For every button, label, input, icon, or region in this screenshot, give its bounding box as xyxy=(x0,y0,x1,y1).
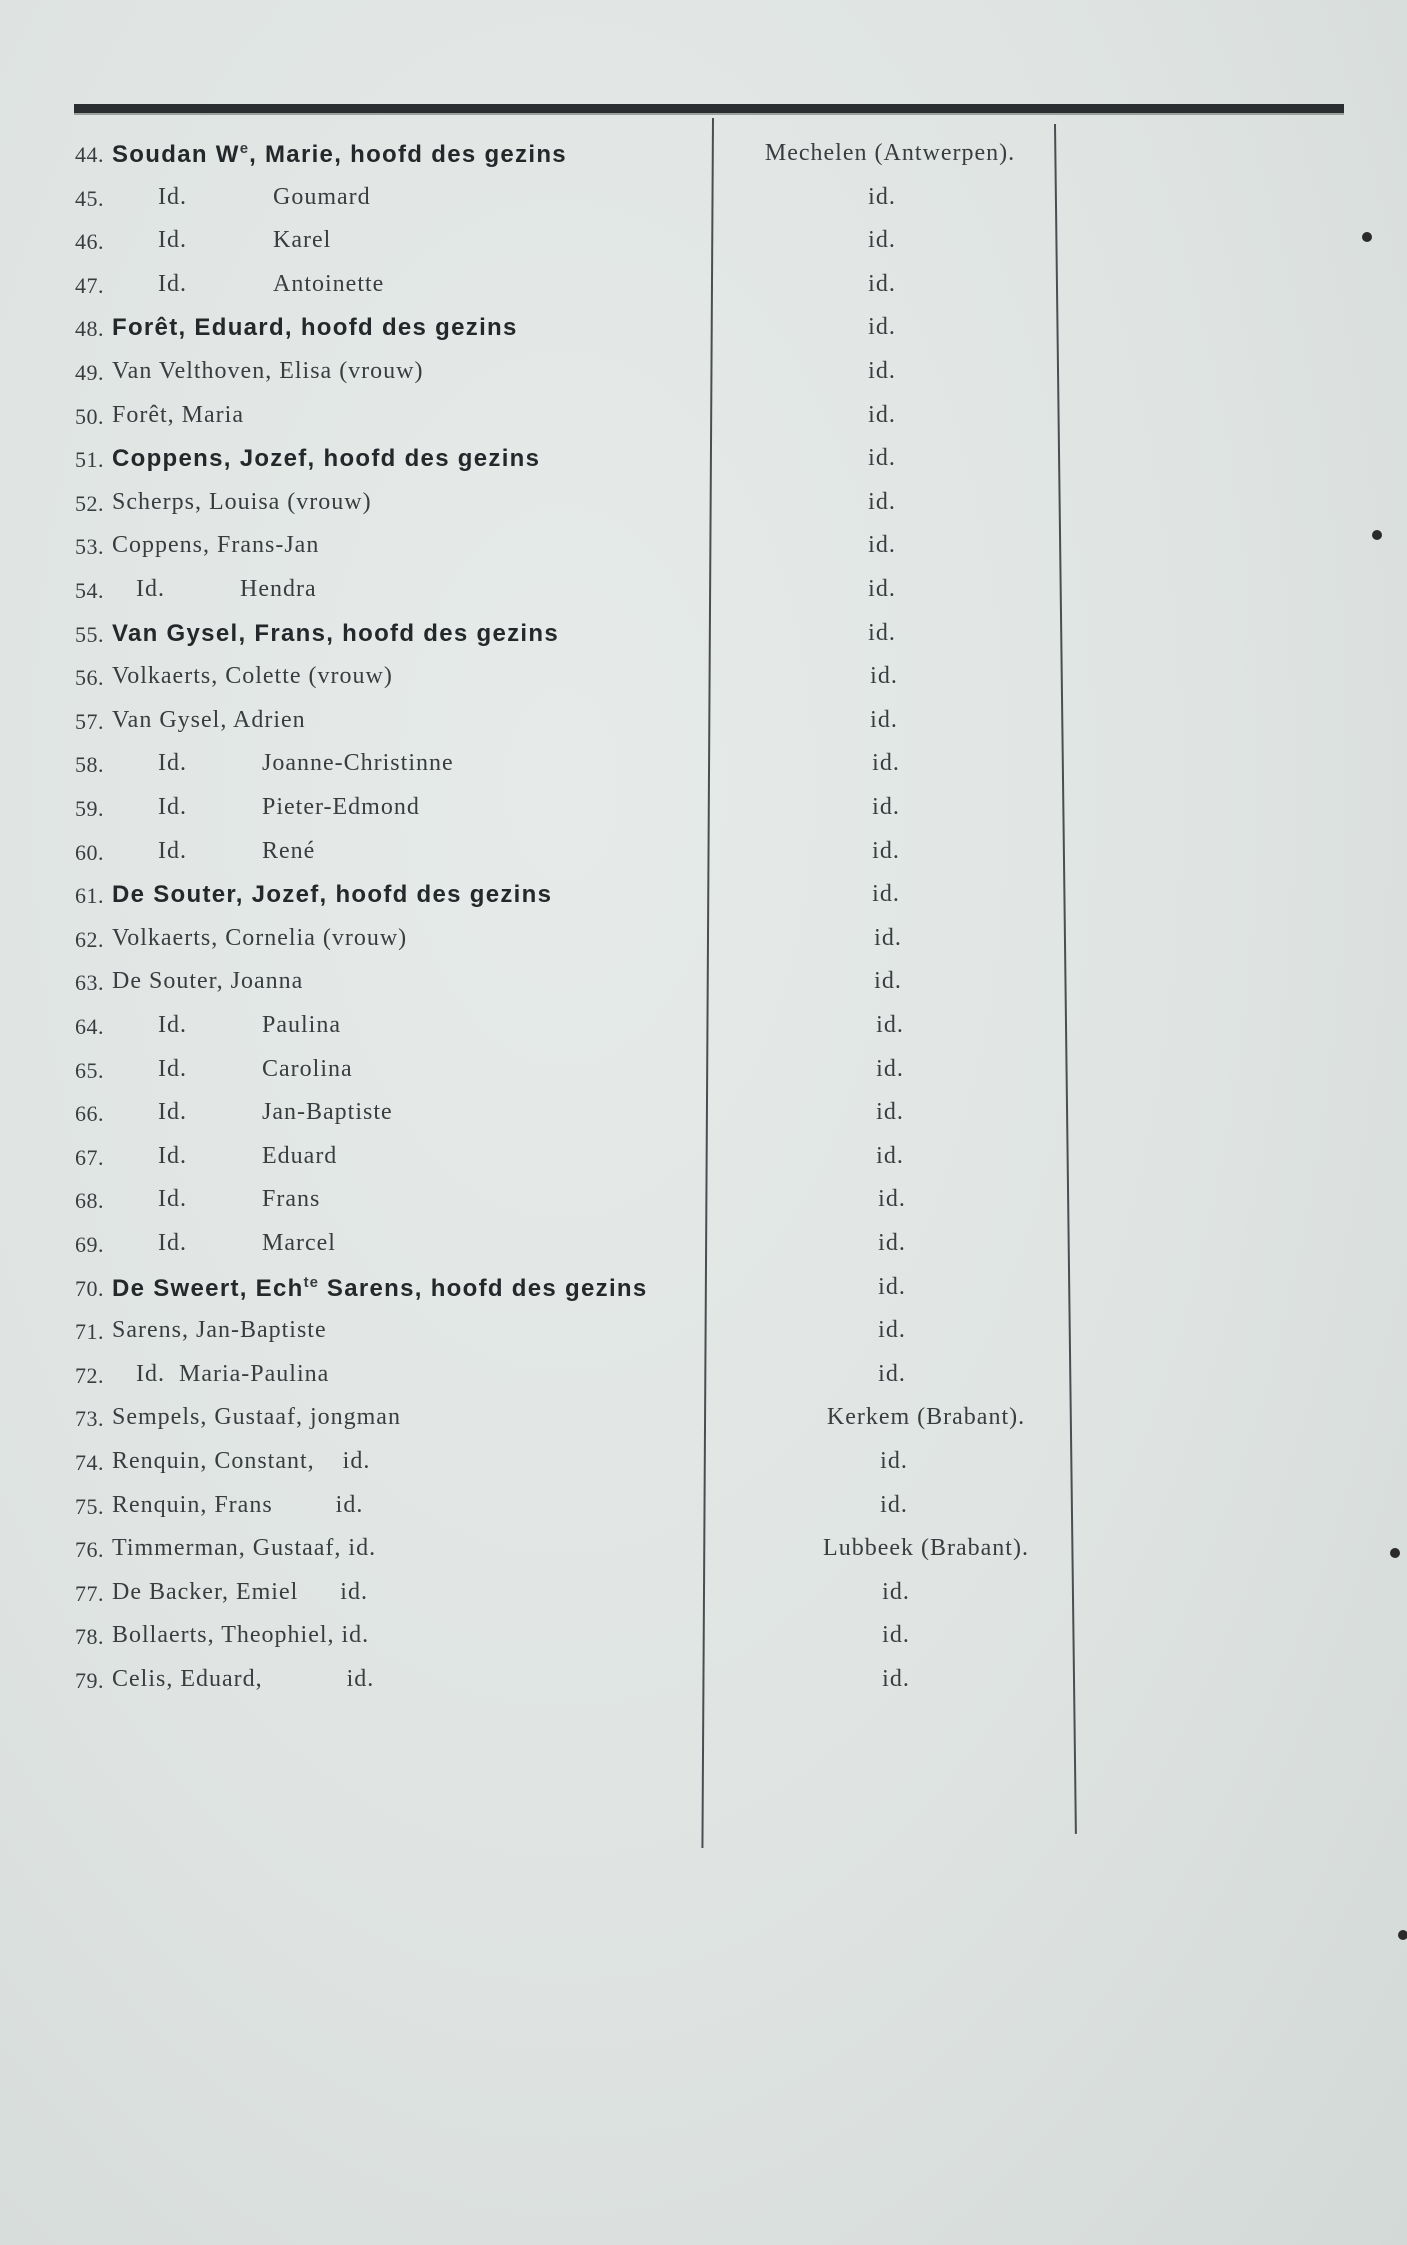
entry-name-part: Goumard xyxy=(273,183,371,210)
entry-place: id. xyxy=(876,1012,904,1038)
register-entry xyxy=(0,1573,1407,1617)
entry-place: id. xyxy=(868,445,896,472)
register-entry xyxy=(0,1616,1407,1660)
entry-number: 59. xyxy=(75,796,104,821)
entry-number: 57. xyxy=(75,708,104,734)
entry-name xyxy=(112,1012,341,1039)
entry-place: id. xyxy=(876,1055,904,1082)
entry-number: 79. xyxy=(75,1668,104,1693)
entry-name-part: Coppens, Jozef, hoofd des gezins xyxy=(112,445,541,473)
entry-name-part: Celis, Eduard, id. xyxy=(112,1666,375,1692)
register-entry xyxy=(0,701,1407,745)
entry-name-part: Coppens, Frans-Jan xyxy=(112,532,320,559)
register-entry xyxy=(0,962,1407,1006)
entry-name-part: Id. xyxy=(136,576,165,602)
entry-place: id. xyxy=(868,270,896,297)
entry-number: 60. xyxy=(75,839,104,865)
entry-number: 68. xyxy=(75,1188,104,1214)
entry-name xyxy=(112,1099,393,1126)
entry-place: id. xyxy=(868,401,896,428)
entry-name xyxy=(112,532,319,559)
entry-number: 49. xyxy=(75,360,104,385)
entry-name-part: Id. xyxy=(158,837,187,864)
entry-number: 73. xyxy=(75,1406,104,1432)
register-entry xyxy=(0,657,1407,701)
entry-number: 76. xyxy=(75,1537,104,1563)
entry-name xyxy=(112,620,559,648)
entry-number: 53. xyxy=(75,534,104,560)
entry-number: 55. xyxy=(75,621,104,647)
entry-number: 47. xyxy=(75,272,104,298)
entry-number: 61. xyxy=(75,883,104,909)
entry-place: id. xyxy=(882,1622,910,1649)
entry-name-part: Volkaerts, Colette (vrouw) xyxy=(112,663,393,690)
entry-name-part: Soudan W xyxy=(112,141,240,168)
register-entry xyxy=(0,1093,1407,1137)
entry-number: 62. xyxy=(75,926,104,952)
entry-name xyxy=(112,1492,363,1519)
entry-name-part: Id. xyxy=(158,794,187,820)
entry-name-part: Frans xyxy=(262,1186,321,1213)
entry-name-part: Timmerman, Gustaaf, id. xyxy=(112,1535,377,1562)
punch-hole xyxy=(1390,1548,1400,1558)
entry-name xyxy=(112,1056,353,1083)
entry-name-part: Id. xyxy=(158,750,187,777)
entry-name-part: De Souter, Joanna xyxy=(112,968,304,995)
entry-name xyxy=(112,314,518,342)
punch-hole xyxy=(1362,232,1372,242)
entry-name xyxy=(112,1535,376,1562)
entry-name-part: Forêt, Eduard, hoofd des gezins xyxy=(112,314,518,342)
entry-name-part: Id. xyxy=(158,1230,187,1256)
entry-name xyxy=(112,1622,369,1649)
entry-name-part: Eduard xyxy=(262,1142,338,1169)
entry-name-part: Volkaerts, Cornelia (vrouw) xyxy=(112,924,408,951)
entry-name-part: Jan-Baptiste xyxy=(262,1099,393,1126)
entry-number: 69. xyxy=(75,1232,104,1257)
register-entry xyxy=(0,919,1407,963)
entry-number: 58. xyxy=(75,752,104,778)
entry-place: id. xyxy=(872,837,900,864)
entry-name-part: Renquin, Frans id. xyxy=(112,1491,364,1518)
entry-place: id. xyxy=(878,1230,906,1256)
entry-place: id. xyxy=(880,1448,908,1474)
entry-name-part: te xyxy=(303,1273,319,1291)
entry-place: id. xyxy=(878,1317,906,1344)
entry-place: id. xyxy=(874,924,902,951)
register-entry xyxy=(0,614,1407,658)
entry-number: 72. xyxy=(75,1362,104,1388)
entry-name xyxy=(112,227,331,254)
entry-name-part: Forêt, Maria xyxy=(112,401,244,428)
entry-name xyxy=(112,1666,374,1693)
register-entry xyxy=(0,875,1407,919)
register-entry xyxy=(0,1660,1407,1704)
entry-name-part: Id. xyxy=(158,183,187,210)
entry-place: id. xyxy=(880,1491,908,1518)
entry-number: 75. xyxy=(75,1493,104,1519)
entry-name-part: Van Velthoven, Elisa (vrouw) xyxy=(112,358,424,384)
entry-name xyxy=(112,1579,368,1606)
entry-name xyxy=(112,838,315,865)
top-rule xyxy=(74,104,1344,115)
entry-place: id. xyxy=(868,183,896,210)
register-entry xyxy=(0,134,1407,178)
entry-number: 78. xyxy=(75,1624,104,1650)
entry-place: id. xyxy=(874,968,902,995)
entry-name xyxy=(112,1317,327,1344)
entry-name xyxy=(112,1186,320,1213)
entry-number: 64. xyxy=(75,1014,104,1039)
entry-number: 52. xyxy=(75,490,104,516)
register-entry xyxy=(0,439,1407,483)
entry-name-part: Id. xyxy=(158,1186,187,1213)
entry-place: id. xyxy=(868,358,896,384)
entry-name-part: Id. xyxy=(158,1012,187,1038)
entry-place: id. xyxy=(868,227,896,254)
entry-number: 56. xyxy=(75,665,104,691)
entry-name-part: Antoinette xyxy=(273,270,385,297)
register-entry xyxy=(0,1137,1407,1181)
entry-name-part: Id. xyxy=(136,1360,179,1387)
entry-name xyxy=(112,576,317,603)
entry-number: 50. xyxy=(75,403,104,429)
entry-number: 44. xyxy=(75,142,104,167)
entry-place: id. xyxy=(876,1142,904,1169)
entry-name xyxy=(112,663,393,690)
entry-name-part: Id. xyxy=(158,227,187,254)
entry-name-part: Van Gysel, Frans, hoofd des gezins xyxy=(112,619,559,647)
entry-name xyxy=(112,358,424,385)
register-entry xyxy=(0,1268,1407,1312)
register-entry xyxy=(0,1355,1407,1399)
entry-name xyxy=(112,489,372,516)
entry-place: id. xyxy=(872,750,900,777)
entry-number: 74. xyxy=(75,1450,104,1475)
entry-name-part: Marcel xyxy=(262,1230,336,1256)
entry-number: 51. xyxy=(75,447,104,473)
entry-name-part: Sarens, hoofd des gezins xyxy=(318,1274,648,1302)
entry-name-part: Hendra xyxy=(240,576,317,602)
entry-place: id. xyxy=(878,1273,906,1300)
register-entry xyxy=(0,1398,1407,1442)
entry-name-part: Van Gysel, Adrien xyxy=(112,706,306,733)
entry-name-part: Pieter-Edmond xyxy=(262,794,420,820)
entry-place: Lubbeek (Brabant). xyxy=(823,1535,1029,1562)
entry-name xyxy=(112,402,244,429)
entry-name xyxy=(112,445,540,473)
entry-name-part: De Sweert, Ech xyxy=(112,1274,304,1302)
entry-place: id. xyxy=(872,881,900,908)
entry-place: id. xyxy=(868,576,896,602)
register-entry xyxy=(0,265,1407,309)
entry-name xyxy=(112,1143,337,1170)
entry-number: 66. xyxy=(75,1101,104,1127)
entry-name xyxy=(112,1448,370,1475)
register-entry xyxy=(0,744,1407,788)
entry-name xyxy=(112,184,371,211)
entry-place: Kerkem (Brabant). xyxy=(826,1404,1026,1431)
entry-number: 45. xyxy=(75,185,104,211)
register-entry xyxy=(0,526,1407,570)
entry-name-part: Sarens, Jan-Baptiste xyxy=(112,1317,327,1344)
entry-name-part: Paulina xyxy=(262,1012,341,1038)
entry-name xyxy=(112,1361,329,1388)
register-entry xyxy=(0,221,1407,265)
entry-place: id. xyxy=(868,532,896,559)
register-entry xyxy=(0,1050,1407,1094)
entry-number: 71. xyxy=(75,1319,104,1345)
entry-number: 48. xyxy=(75,316,104,342)
register-entry xyxy=(0,1006,1407,1050)
entry-number: 63. xyxy=(75,970,104,996)
entry-name-part: e xyxy=(239,140,250,157)
entry-name-part: De Souter, Jozef, hoofd des gezins xyxy=(112,881,553,909)
entry-place: id. xyxy=(868,488,896,515)
entry-name-part: Carolina xyxy=(262,1055,353,1082)
entry-name-part: Bollaerts, Theophiel, id. xyxy=(112,1622,370,1649)
register-entry xyxy=(0,832,1407,876)
entry-name-part: Id. xyxy=(158,1055,187,1082)
entry-name-part: De Backer, Emiel id. xyxy=(112,1578,368,1605)
entry-name xyxy=(112,968,303,995)
entry-number: 70. xyxy=(75,1275,104,1301)
entry-place: id. xyxy=(868,314,896,341)
entry-place: id. xyxy=(878,1186,906,1213)
entry-name xyxy=(112,1404,401,1431)
entry-name-part: , Marie, hoofd des gezins xyxy=(249,141,567,168)
entry-name-part: Renquin, Constant, id. xyxy=(112,1448,371,1474)
register-entry xyxy=(0,570,1407,614)
entry-name-part: Id. xyxy=(158,1142,187,1169)
entry-number: 65. xyxy=(75,1057,104,1083)
register-entry xyxy=(0,788,1407,832)
register-entry xyxy=(0,352,1407,396)
entry-name-part: Karel xyxy=(273,227,332,254)
entry-name xyxy=(112,794,420,821)
punch-hole xyxy=(1372,530,1382,540)
entry-number: 54. xyxy=(75,578,104,603)
entry-name-part: Sempels, Gustaaf, jongman xyxy=(112,1404,401,1431)
entry-name xyxy=(112,140,567,169)
entry-number: 67. xyxy=(75,1144,104,1170)
entry-name-part: Id. xyxy=(158,1099,187,1126)
register-entry xyxy=(0,1486,1407,1530)
entry-place: id. xyxy=(882,1666,910,1692)
register-entry xyxy=(0,1224,1407,1268)
register-entry xyxy=(0,483,1407,527)
entry-name-part: Maria-Paulina xyxy=(179,1360,330,1387)
entry-name xyxy=(112,271,384,298)
entry-place: id. xyxy=(876,1099,904,1126)
entry-place: Mechelen (Antwerpen). xyxy=(764,140,1016,166)
register-entry xyxy=(0,396,1407,440)
register-entry xyxy=(0,1311,1407,1355)
entry-place: id. xyxy=(878,1360,906,1387)
entry-name-part: Scherps, Louisa (vrouw) xyxy=(112,488,372,515)
entry-name-part: Id. xyxy=(158,270,187,297)
entry-name-part: Joanne-Christinne xyxy=(262,750,454,777)
entry-place: id. xyxy=(868,619,896,646)
entry-place: id. xyxy=(882,1578,910,1605)
register-entry xyxy=(0,178,1407,222)
entry-name xyxy=(112,925,407,952)
entry-name xyxy=(112,1230,336,1257)
register-entry xyxy=(0,1180,1407,1224)
entry-number: 46. xyxy=(75,229,104,255)
entry-place: id. xyxy=(872,794,900,820)
register-entry xyxy=(0,1529,1407,1573)
register-entry xyxy=(0,308,1407,352)
entry-place: id. xyxy=(870,706,898,733)
entry-name xyxy=(112,707,306,734)
punch-hole xyxy=(1398,1930,1407,1940)
entry-name xyxy=(112,881,552,909)
entry-name-part: René xyxy=(262,837,316,864)
entry-name xyxy=(112,1274,648,1303)
entry-number: 77. xyxy=(75,1580,104,1606)
register-entry xyxy=(0,1442,1407,1486)
entry-place: id. xyxy=(870,663,898,690)
entry-name xyxy=(112,750,454,777)
